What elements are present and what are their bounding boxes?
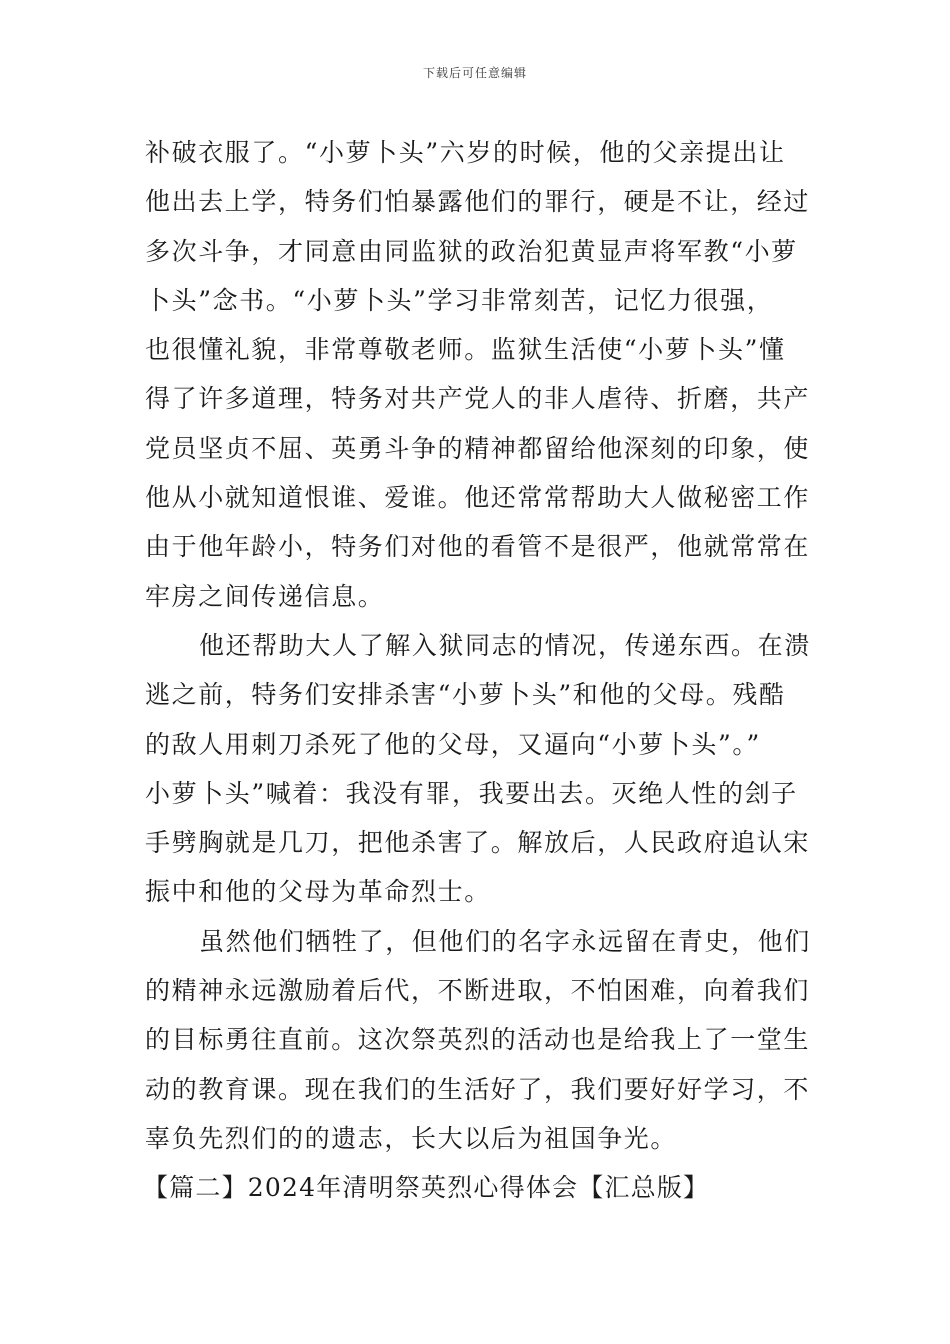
text-line: 补破衣服了。“小萝卜头”六岁的时候，他的父亲提出让: [145, 138, 786, 167]
text-line: 振中和他的父母为革命烈士。: [145, 877, 491, 907]
text-line: 辜负先烈们的的遗志，长大以后为祖国争光。: [145, 1123, 678, 1153]
text-line: 虽然他们牺牲了，但他们的名字永远留在青史，他们: [199, 926, 811, 956]
text-line: 卜头”念书。“小萝卜头”学习非常刻苦，记忆力很强，: [145, 285, 774, 315]
text-line: 他从小就知道恨谁、爱谁。他还常常帮助大人做秘密工作: [145, 483, 811, 513]
text-line: 的精神永远激励着后代，不断进取，不怕困难，向着我们: [145, 976, 811, 1006]
paragraph-conclusion: [145, 917, 811, 1163]
text-line: 动的教育课。现在我们的生活好了，我们要好好学习，不: [145, 1074, 811, 1104]
section-heading: 【篇二】2024年清明祭英烈心得体会【汇总版】: [143, 1173, 710, 1203]
text-line: 的目标勇往直前。这次祭英烈的活动也是给我上了一堂生: [145, 1025, 811, 1055]
text-line: 也很懂礼貌，非常尊敬老师。监狱生活使“小萝卜头”懂: [145, 335, 786, 365]
text-line: 牢房之间传递信息。: [145, 581, 385, 611]
text-line: 他还帮助大人了解入狱同志的情况，传递东西。在溃: [199, 630, 811, 660]
document-body: [143, 128, 811, 1213]
paragraph-story: [145, 621, 811, 917]
text-line: 由于他年龄小，特务们对他的看管不是很严，他就常常在: [145, 532, 811, 562]
text-line: 逃之前，特务们安排杀害“小萝卜头”和他的父母。残酷: [145, 680, 786, 710]
page-header-note: 下载后可任意编辑: [422, 66, 527, 80]
text-line: 小萝卜头”喊着：我没有罪，我要出去。灭绝人性的刽子: [145, 778, 798, 808]
text-line: 多次斗争，才同意由同监狱的政治犯黄显声将军教“小萝: [145, 236, 798, 266]
text-line: 手劈胸就是几刀，把他杀害了。解放后，人民政府追认宋: [145, 828, 811, 858]
text-line: 他出去上学，特务们怕暴露他们的罪行，硬是不让，经过: [145, 187, 811, 217]
text-line: 得了许多道理，特务对共产党人的非人虐待、折磨，共产: [145, 384, 811, 414]
text-line: 党员坚贞不屈、英勇斗争的精神都留给他深刻的印象，使: [145, 433, 811, 463]
paragraph-continuation: [145, 128, 811, 621]
text-line: 的敌人用刺刀杀死了他的父母，又逼向“小萝卜头”。”: [145, 729, 761, 759]
